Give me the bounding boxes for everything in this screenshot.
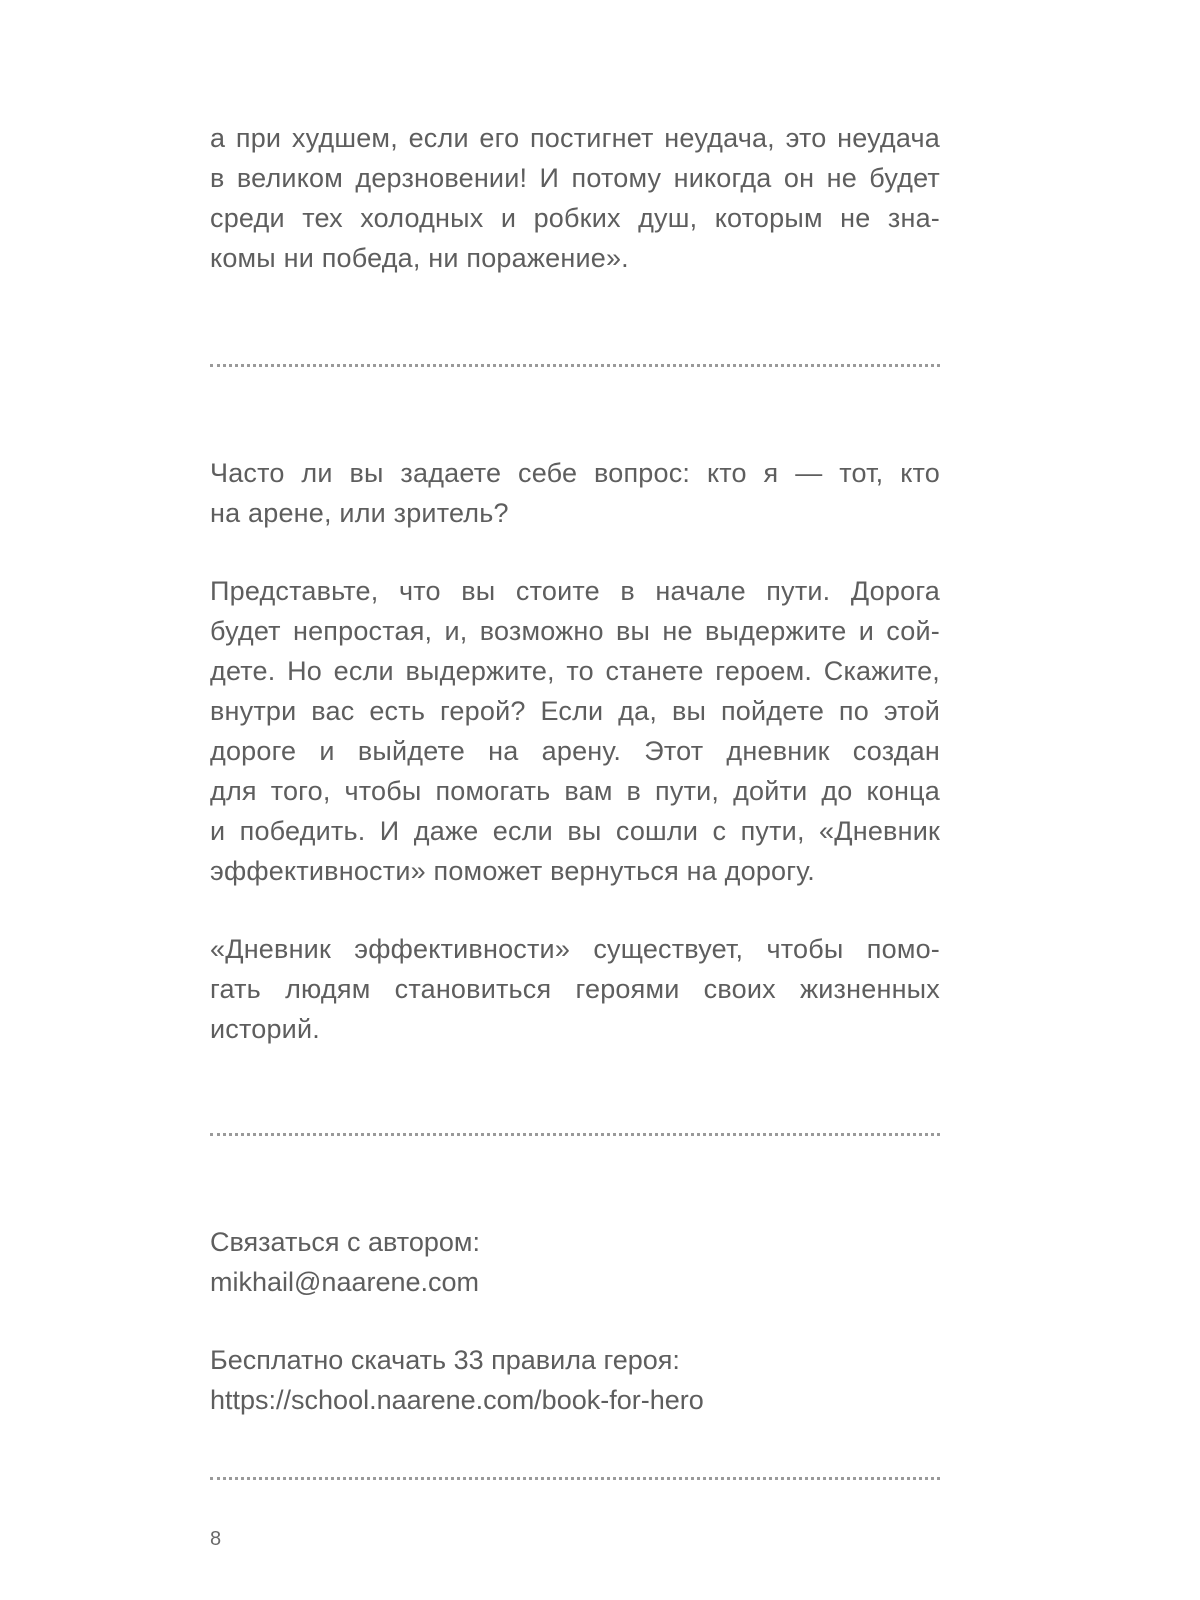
author-email-link[interactable]: mikhail@naarene.com: [210, 1267, 480, 1297]
download-url-link[interactable]: https://school.naarene.com/book-for-hero: [210, 1385, 704, 1415]
dotted-divider: [210, 1133, 940, 1136]
imagine-paragraph: [210, 571, 940, 891]
text-line: комы ни победа, ни поражение».: [210, 243, 629, 273]
question-paragraph: [210, 453, 940, 533]
text-line: Часто ли вы задаете себе вопрос: кто я — тот, кто: [210, 458, 940, 488]
text-line: в великом дерзновении! И потому никогда он не будет: [210, 163, 940, 193]
text-line: на арене, или зритель?: [210, 498, 509, 528]
text-line: «Дневник эффективности» существует, чтобы помо-: [210, 934, 940, 964]
mission-paragraph: [210, 929, 940, 1049]
quote-ending-paragraph: [210, 118, 940, 278]
text-line: дороге и выйдете на арену. Этот дневник создан: [210, 736, 940, 766]
download-label: Бесплатно скачать 33 правила героя:: [210, 1345, 680, 1375]
text-line: внутри вас есть герой? Если да, вы пойдете по этой: [210, 696, 940, 726]
text-line: эффективности» поможет вернуться на дорогу.: [210, 856, 815, 886]
contact-label: Связаться с автором:: [210, 1227, 480, 1257]
text-line: Представьте, что вы стоите в начале пути. Дорога: [210, 576, 940, 606]
dotted-divider: [210, 364, 940, 367]
text-line: а при худшем, если его постигнет неудача, это неудача: [210, 123, 940, 153]
text-line: будет непростая, и, возможно вы не выдержите и сой-: [210, 616, 940, 646]
text-line: дете. Но если выдержите, то станете героем. Скажите,: [210, 656, 940, 686]
contact-block: [210, 1222, 940, 1302]
text-line: среди тех холодных и робких душ, которым не зна-: [210, 203, 940, 233]
dotted-divider: [210, 1477, 940, 1480]
page-number: 8: [210, 1528, 222, 1550]
text-line: для того, чтобы помогать вам в пути, дойти до конца: [210, 776, 940, 806]
text-line: гать людям становиться героями своих жизненных: [210, 974, 940, 1004]
text-line: и победить. И даже если вы сошли с пути, «Дневник: [210, 816, 940, 846]
text-line: историй.: [210, 1014, 320, 1044]
download-block: [210, 1340, 940, 1420]
